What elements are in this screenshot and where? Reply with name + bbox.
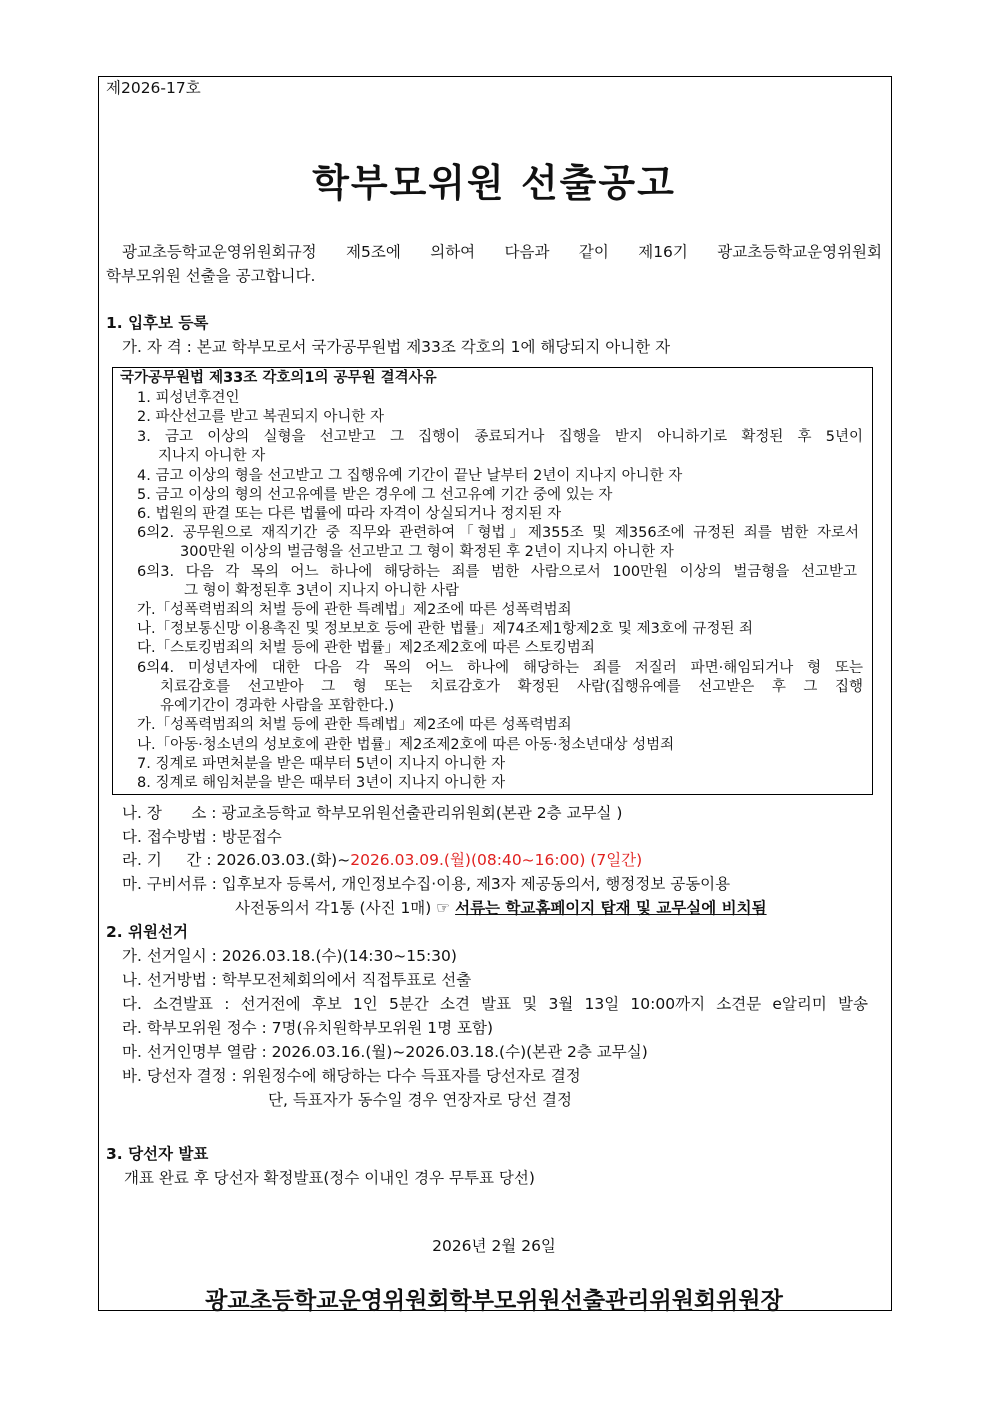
box-line: 7. 징계로 파면처분을 받은 때부터 5년이 지나지 아니한 자: [137, 756, 506, 772]
documents-line: [235, 898, 767, 918]
box-line: 4. 금고 이상의 형을 선고받고 그 집행유예 기간이 끝난 날부터 2년이 지나지 아니한 자: [137, 468, 683, 484]
box-line: 다.「스토킹범죄의 처벌 등에 관한 법률」제2조제2호에 따른 스토킹범죄: [137, 640, 595, 656]
box-line: 나.「아동·청소년의 성보호에 관한 법률」제2조제2호에 따른 아동·청소년대상 성범죄: [137, 737, 675, 753]
section-heading: 2. 위원선거: [106, 923, 188, 941]
box-line: 6. 법원의 판결 또는 다른 법률에 따라 자격이 상실되거나 정지된 자: [137, 506, 562, 522]
election-item: 나. 선거방법 : 학부모전체회의에서 직접투표로 선출: [122, 971, 472, 989]
election-item: 바. 당선자 결정 : 위원정수에 해당하는 다수 득표자를 당선자로 결정: [122, 1067, 581, 1085]
period-start: 라. 기 간 : 2026.03.03.(화)~: [122, 851, 351, 869]
box-line: 지나지 아니한 자: [158, 448, 266, 464]
documents-note: 서류는 학교홈페이지 탑재 및 교무실에 비치됨: [455, 899, 767, 917]
box-line: 치료감호를 선고받아 그 형 또는 치료감호가 확정된 사람(집행유예를 선고받은 후 그 집행: [160, 679, 863, 695]
box-line: 가.「성폭력범죄의 처벌 등에 관한 특례법」제2조에 따른 성폭력범죄: [137, 717, 572, 733]
box-line: 나.「정보통신망 이용촉진 및 정보보호 등에 관한 법률」제74조제1항제2호 및 제3호에 규정된 죄: [137, 621, 754, 637]
election-item: 가. 선거일시 : 2026.03.18.(수)(14:30~15:30): [122, 947, 457, 965]
section-heading: 1. 입후보 등록: [106, 314, 209, 332]
intro-line: 학부모위원 선출을 공고합니다.: [106, 267, 316, 285]
box-line: 유예기간이 경과한 사람을 포함한다.): [160, 698, 395, 714]
period: [122, 850, 642, 870]
box-line: 8. 징계로 해임처분을 받은 때부터 3년이 지나지 아니한 자: [137, 775, 506, 791]
election-item: 라. 학부모위원 정수 : 7명(유치원학부모위원 1명 포함): [122, 1019, 493, 1037]
election-item: 마. 선거인명부 열람 : 2026.03.16.(월)~2026.03.18.(수)(본관 2층 교무실): [122, 1043, 648, 1061]
box-line: 300만원 이상의 벌금형을 선고받고 그 형이 확정된 후 2년이 지나지 아니한 자: [180, 544, 674, 560]
box-title: 국가공무원법 제33조 각호의1의 공무원 결격사유: [120, 370, 437, 386]
date: 2026년 2월 26일: [432, 1237, 556, 1255]
election-item: 다. 소견발표 : 선거전에 후보 1인 5분간 소견 발표 및 3월 13일 10:00까지 소견문 e알리미 발송: [122, 995, 868, 1013]
section-heading: 3. 당선자 발표: [106, 1145, 209, 1163]
qualification: 가. 자 격 : 본교 학부모로서 국가공무원법 제33조 각호의 1에 해당되지 아니한 자: [122, 338, 671, 356]
box-line: 6의4. 미성년자에 대한 다음 각 목의 어느 하나에 해당하는 죄를 저질러 파면·해임되거나 형 또는: [137, 660, 863, 676]
method: 다. 접수방법 : 방문접수: [122, 828, 282, 846]
announcement-text: 개표 완료 후 당선자 확정발표(정수 이내인 경우 무투표 당선): [124, 1169, 535, 1187]
box-line: 그 형이 확정된후 3년이 지나지 아니한 사람: [184, 583, 459, 599]
period-deadline: 2026.03.09.(월)(08:40~16:00) (7일간): [350, 851, 643, 869]
box-line: 가.「성폭력범죄의 처벌 등에 관한 특례법」제2조에 따른 성폭력범죄: [137, 602, 572, 618]
documents-text: 사전동의서 각1통 (사진 1매) ☞: [235, 899, 456, 917]
box-line: 3. 금고 이상의 실형을 선고받고 그 집행이 종료되거나 집행을 받지 아니하기로 확정된 후 5년이: [137, 429, 863, 445]
box-line: 1. 피성년후견인: [137, 390, 240, 406]
place: 나. 장 소 : 광교초등학교 학부모위원선출관리위원회(본관 2층 교무실 ): [122, 804, 623, 822]
election-item: 단, 득표자가 동수일 경우 연장자로 당선 결정: [268, 1091, 573, 1109]
doc-number: 제2026-17호: [106, 79, 201, 97]
box-line: 6의3. 다음 각 목의 어느 하나에 해당하는 죄를 범한 사람으로서 100만원 이상의 벌금형을 선고받고: [137, 564, 857, 580]
box-line: 2. 파산선고를 받고 복권되지 아니한 자: [137, 409, 384, 425]
signature: 광교초등학교운영위원회학부모위원선출관리위원회위원장: [205, 1288, 783, 1314]
documents-line: 마. 구비서류 : 입후보자 등록서, 개인정보수집·이용, 제3자 제공동의서, 행정정보 공동이용: [122, 875, 731, 893]
box-line: 6의2. 공무원으로 재직기간 중 직무와 관련하여「형법」제355조 및 제356조에 규정된 죄를 범한 자로서: [137, 525, 859, 541]
intro-line: 광교초등학교운영위원회규정 제5조에 의하여 다음과 같이 제16기 광교초등학교운영위원회: [122, 243, 882, 261]
page-title: 학부모위원 선출공고: [312, 161, 676, 205]
box-line: 5. 금고 이상의 형의 선고유예를 받은 경우에 그 선고유예 기간 중에 있는 자: [137, 487, 613, 503]
